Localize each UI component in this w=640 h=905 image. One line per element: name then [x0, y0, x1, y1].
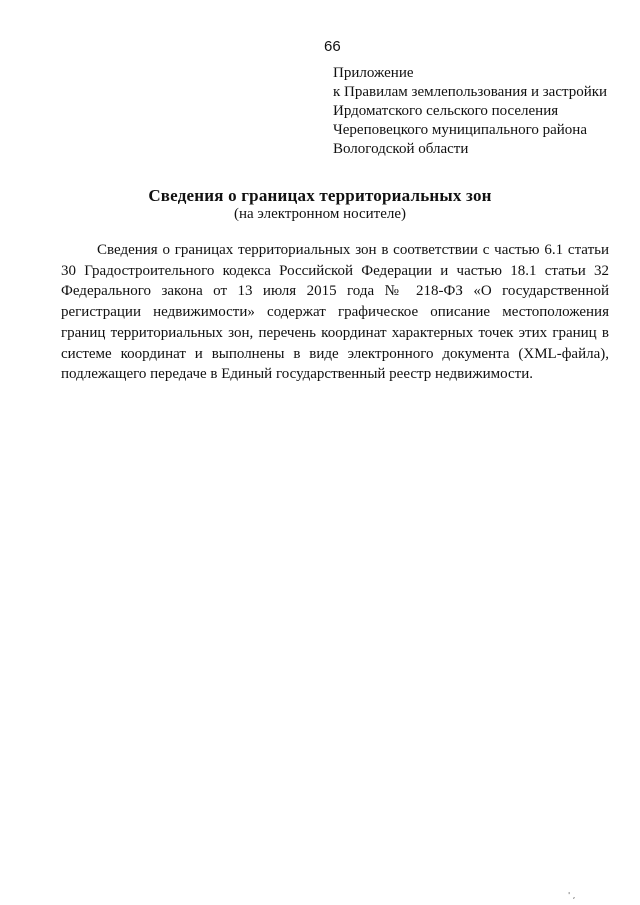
appendix-block: [333, 64, 607, 159]
corner-marks: ' ,: [568, 891, 576, 900]
body-paragraph: Сведения о границах территориальных зон в соответствии с частью 6.1 статьи 30 Градостроительного кодекса Российской Федерации и частью 18.1 статьи 32 Федерального закона от 13 июля 2015 года № 218-ФЗ «О государственной регистрации недвижимости» содержат графическое описание местоположения границ территориальных зон, перечень координат характерных точек этих границ в системе координат и выполнены в виде электронного документа (XML-файла), подлежащего передаче в Единый государственный реестр недвижимости.: [61, 242, 609, 383]
page-number: 66: [324, 38, 341, 55]
appendix-line: Приложение: [333, 65, 414, 81]
appendix-line: к Правилам землепользования и застройки: [333, 84, 608, 100]
document-title: Сведения о границах территориальных зон: [148, 186, 492, 205]
appendix-line: Ирдоматского сельского поселения: [333, 103, 559, 119]
appendix-line: Череповецкого муниципального района: [333, 122, 587, 138]
document-subtitle: (на электронном носителе): [233, 206, 407, 222]
appendix-line: Вологодской области: [333, 141, 469, 157]
